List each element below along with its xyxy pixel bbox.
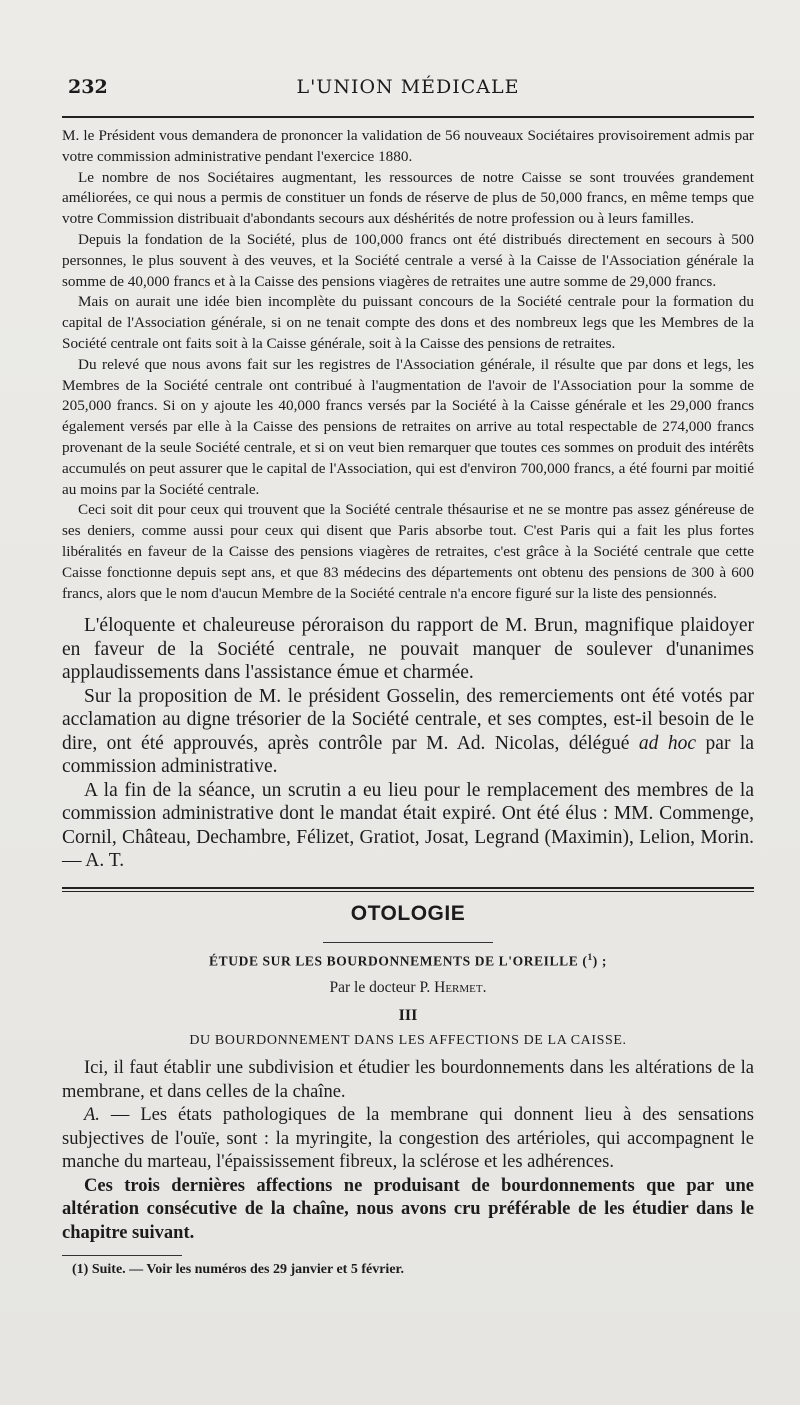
report-paragraph: Du relevé que nous avons fait sur les registres de l'Association générale, il résulte que par dons et legs, les Membres de la Société centrale ont contribué à l'augmentation de l'avoir de l'Association pour la somme de 205,000 francs. Si on y ajoute les 40,000 francs versés par la Société à la Caisse générale et les 29,000 francs également versés par elle à la Caisse des pensions de retraites on arrive au total respectable de 274,000 francs provenant de la seule Société centrale, et si on veut bien remarquer que toutes ces sommes on produit des intérêts accumulés on peut assurer que le capital de l'Association, qui est d'environ 700,000 francs, a été fourni par moitié au moins par la Société centrale. xyxy=(62,355,754,498)
meeting-paragraph: L'éloquente et chaleureuse péroraison du rapport de M. Brun, magnifique plaidoyer en faveur de la Société centrale, ne pouvait manquer de soulever d'unanimes applaudissements dans l'assistance émue et charmée. xyxy=(62,615,754,684)
report-paragraph: Le nombre de nos Sociétaires augmentant, les ressources de notre Caisse se sont trouvées grandement améliorées, ce qui nous a permis de constituer un fonds de réserve de plus de 50,000 francs, en même temps que votre Commission distribuait d'abondants secours aux déshérités de notre profession ou à leurs familles. xyxy=(62,168,754,228)
article-paragraph: Ces trois dernières affections ne produisant de bourdonnements que par une altération consécutive de la chaîne, nous avons cru préférable de les étudier dans le chapitre suivant. xyxy=(62,1175,754,1243)
article-paragraph: Ici, il faut établir une subdivision et étudier les bourdonnements dans les altérations de la membrane, et dans celles de la chaîne. xyxy=(62,1058,754,1102)
footnote-text: Suite. — Voir les numéros des 29 janvier et 5 février. xyxy=(88,1262,404,1278)
paragraph-letter: A. xyxy=(84,1105,100,1126)
chapter-subheading: DU BOURDONNEMENT DANS LES AFFECTIONS DE LA CAISSE. xyxy=(189,1033,627,1049)
latin-phrase: ad hoc xyxy=(638,732,697,754)
meeting-paragraph xyxy=(62,685,754,779)
meeting-text: par la commission administrative. xyxy=(62,732,754,778)
section-title: OTOLOGIE xyxy=(350,901,466,925)
running-title: L'UNION MÉDICALE xyxy=(296,76,520,98)
footnote xyxy=(72,1262,754,1278)
title-rule xyxy=(323,942,493,943)
article-title-text: ÉTUDE SUR LES BOURDONNEMENTS DE L'OREILLE xyxy=(209,953,579,969)
meeting-paragraph: A la fin de la séance, un scrutin a eu lieu pour le remplacement des membres de la commission administrative dont le mandat était expiré. Ont été élus : MM. Commenge, Cornil, Château, Dechambre, Félizet, Gratiot, Josat, Legrand (Maximin), Lelion, Morin. — A. T. xyxy=(62,779,754,872)
footnote-marker: (1) xyxy=(72,1262,89,1278)
report-paragraph: Ceci soit dit pour ceux qui trouvent que la Société centrale thésaurise et ne se montre pas assez généreuse de ses deniers, comme aussi pour ceux qui disent que Paris absorbe tout. C'est Paris qui a fait les plus fortes libéralités en faveur de la Caisse des pensions viagères de retraites, c'est grâce à la Société centrale que cette Caisse fonctionne depuis sept ans, et que 83 médecins des départements ont obtenu des pensions de 300 à 600 francs, alors que le nom d'aucun Membre de la Société centrale n'a encore figuré sur la liste des pensionnés. xyxy=(62,501,754,602)
footnote-rule xyxy=(62,1255,182,1256)
part-number: III xyxy=(398,1007,418,1025)
page-number: 232 xyxy=(68,76,108,98)
article-body xyxy=(62,1057,754,1245)
report-paragraph: M. le Président vous demandera de prononcer la validation de 56 nouveaux Sociétaires provisoirement admis par votre commission administrative pendant l'exercice 1880. xyxy=(62,127,754,165)
article-paragraph xyxy=(62,1104,754,1175)
author-name: Hermet. xyxy=(434,979,487,997)
report-paragraph: Mais on aurait une idée bien incomplète du puissant concours de la Société centrale pour la formation du capital de l'Association générale, si on ne tenait compte des dons et des nombreux legs que les Membres de la Société centrale ont faits soit à la Caisse générale, soit à la Caisse des pensions de retraites. xyxy=(62,293,754,352)
treasurer-report xyxy=(62,126,754,604)
footnote-reference[interactable]: 1 xyxy=(587,952,593,963)
meeting-text: Sur la proposition de M. le président Gosselin, des remerciements ont été votés par acclamation au digne trésorier de la Société centrale, et ses comptes, est-il besoin de le dire, ont été approuvés, après contrôle par M. Ad. Nicolas, délégué xyxy=(62,685,754,754)
author-prefix: Par le docteur P. xyxy=(329,979,435,997)
header-rule xyxy=(62,116,754,118)
article-author xyxy=(62,979,754,997)
meeting-summary xyxy=(62,614,754,873)
section-divider xyxy=(62,887,754,892)
article-title: ÉTUDE SUR LES BOURDONNEMENTS DE L'OREILLE ($^1$) ; xyxy=(209,952,607,969)
article-title-suffix: ; xyxy=(597,953,607,969)
report-paragraph: Depuis la fondation de la Société, plus de 100,000 francs ont été distribués directement en secours à 500 personnes, le plus souvent à des veuves, et la Société centrale a versé à la Caisse de l'Association générale la somme de 40,000 francs et à la Caisse des pensions viagères de retraites une autre somme de 29,000 francs. xyxy=(62,230,754,290)
article-text: — Les états pathologiques de la membrane qui donnent lieu à des sensations subjectives de l'ouïe, sont : la myringite, la congestion des artérioles, qui accompagnent le manche du marteau, l'épaississement fibreux, la sclérose et les adhérences. xyxy=(62,1105,754,1173)
page-header xyxy=(62,76,754,102)
